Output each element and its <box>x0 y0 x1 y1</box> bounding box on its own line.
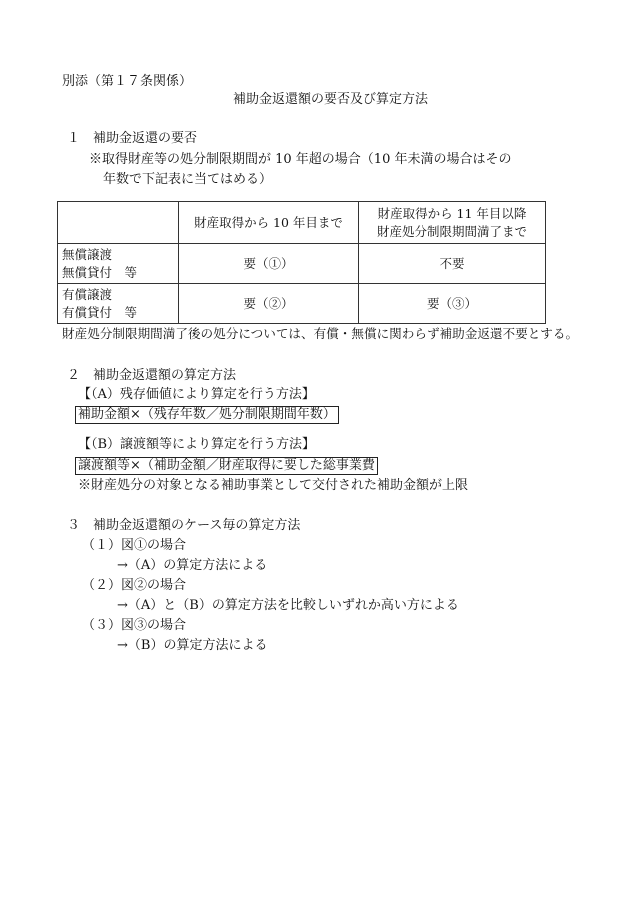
table-row2-label <box>58 284 179 324</box>
refund-requirement-table <box>57 201 546 324</box>
section1-after-note: 財産処分制限期間満了後の処分については、有償・無償に関わらず補助金返還不要とする。 <box>62 326 579 341</box>
table-corner-cell <box>58 202 179 244</box>
row2-label-line1: 有償譲渡 <box>62 286 113 302</box>
method-a-formula: 補助金額×（残存年数／処分制限期間年数） <box>75 406 339 424</box>
case3-method: →（B）の算定方法による <box>117 638 268 653</box>
section1-note-line2: 年数で下記表に当てはめる） <box>103 172 273 187</box>
method-a-title: 【（A）残存価値により算定を行う方法】 <box>78 387 315 402</box>
row2-label-line2: 有償貸付 等 <box>62 304 138 320</box>
document-title: 補助金返還額の要否及び算定方法 <box>233 92 429 107</box>
section1-note-line1: ※取得財産等の処分制限期間が 10 年超の場合（10 年未満の場合はその <box>89 152 512 167</box>
table-row1-label <box>58 244 179 284</box>
method-b-note: ※財産処分の対象となる補助事業として交付された補助金額が上限 <box>78 478 469 493</box>
table-row <box>58 284 546 324</box>
table-row2-col1: 要（②） <box>179 284 359 324</box>
method-b-formula: 譲渡額等×（補助金額／財産取得に要した総事業費 <box>75 457 378 475</box>
method-b-title: 【（B）譲渡額等により算定を行う方法】 <box>78 437 316 452</box>
case1-method: →（A）の算定方法による <box>117 558 268 573</box>
table-row1-col1: 要（①） <box>179 244 359 284</box>
table-col2-header-line2: 財産処分制限期間満了まで <box>376 223 527 239</box>
table-col2-header-line1: 財産取得から 11 年目以降 <box>377 205 527 221</box>
table-header-row <box>58 202 546 244</box>
section1-heading: １ 補助金返還の要否 <box>67 131 198 146</box>
case2-label: （２）図②の場合 <box>82 578 187 593</box>
case1-label: （１）図①の場合 <box>82 538 187 553</box>
case2-method: →（A）と（B）の算定方法を比較しいずれか高い方による <box>117 598 459 613</box>
table-col2-header <box>359 202 546 244</box>
case3-label: （３）図③の場合 <box>82 618 187 633</box>
table-row2-col2: 要（③） <box>359 284 546 324</box>
row1-label-line1: 無償譲渡 <box>62 246 113 262</box>
row1-label-line2: 無償貸付 等 <box>62 264 138 280</box>
table-col1-header: 財産取得から 10 年目まで <box>179 202 359 244</box>
section3-heading: ３ 補助金返還額のケース毎の算定方法 <box>67 518 301 533</box>
table-row <box>58 244 546 284</box>
table-row1-col2: 不要 <box>359 244 546 284</box>
annex-label: 別添（第１７条関係） <box>62 74 193 89</box>
section2-heading: ２ 補助金返還額の算定方法 <box>67 368 237 383</box>
